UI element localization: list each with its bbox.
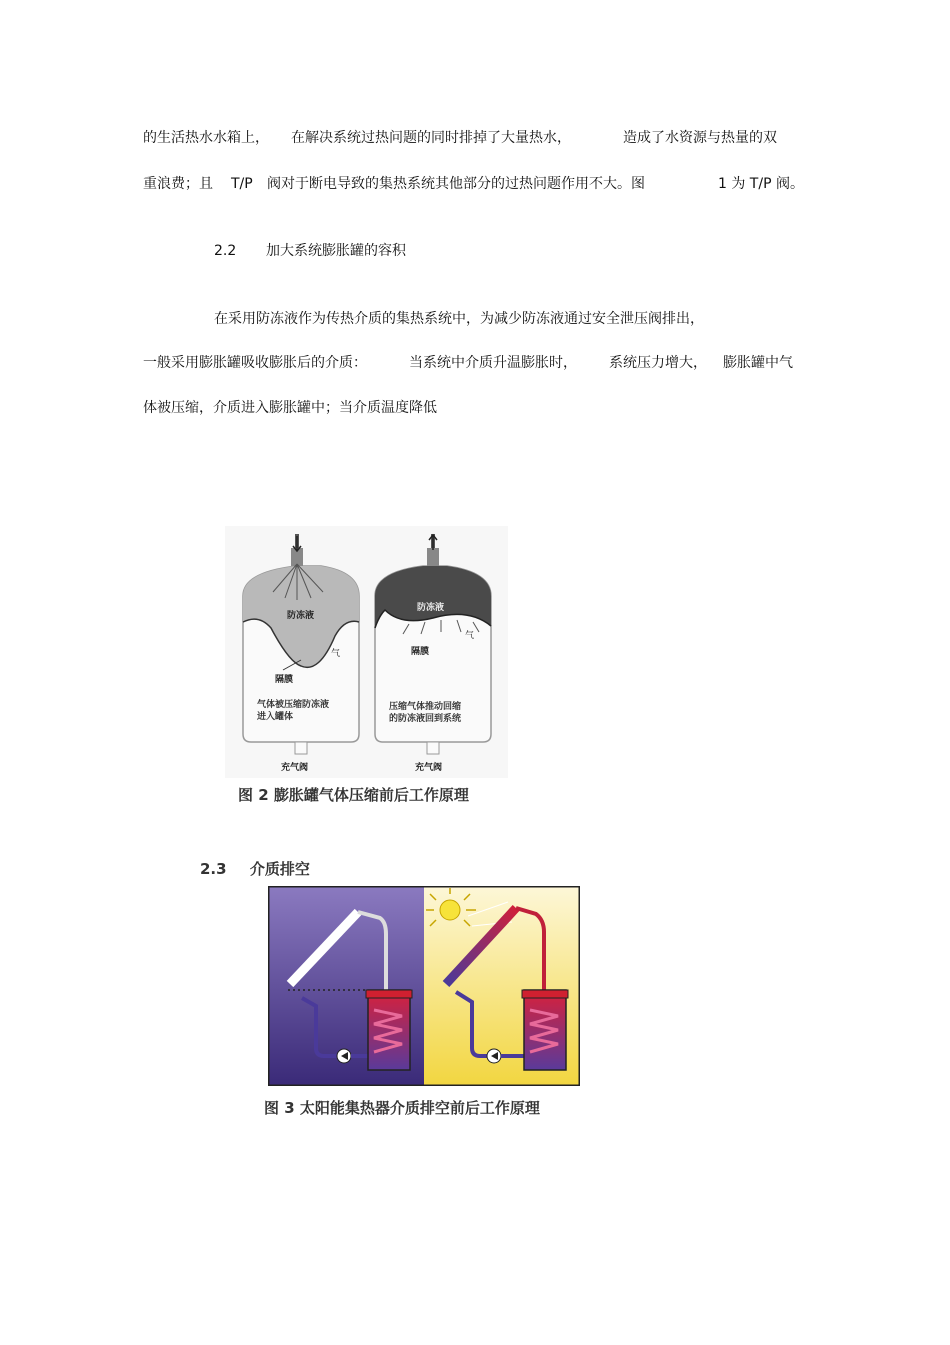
figure-3-diagram: [268, 886, 580, 1086]
figure-2-diagram: [225, 526, 508, 778]
right-liquid-label: 防冻液: [417, 603, 445, 613]
section-number: 2.2: [214, 243, 237, 259]
text-segment: 体被压缩，介质进入膨胀罐中；当介质温度降低: [143, 400, 437, 416]
left-desc-line1: 气体被压缩防冻液: [257, 700, 330, 710]
sun-icon: [440, 900, 460, 920]
text-segment: 系统压力增大，: [609, 355, 707, 371]
left-liquid-label: 防冻液: [287, 611, 315, 621]
right-desc-line1: 压缩气体推动回缩: [389, 702, 462, 712]
left-valve-label: 充气阀: [281, 763, 309, 773]
night-tank: [368, 990, 410, 1070]
figure-3-caption: 图 3 太阳能集热器介质排空前后工作原理: [264, 1099, 540, 1117]
figure-3-drainback: [268, 886, 580, 1086]
text-segment: 在采用防冻液作为传热介质的集热系统中，为减少防冻液通过安全泄压阀排出，: [214, 311, 704, 327]
text-segment: 阀对于断电导致的集热系统其他部分的过热问题作用不大。图: [267, 176, 645, 192]
section-number: 2.3: [200, 860, 227, 878]
right-desc-line2: 的防冻液回到系统: [389, 714, 462, 724]
day-tank: [524, 990, 566, 1070]
text-segment: 1 为 T/P 阀。: [718, 176, 804, 192]
figure-2-caption: 图 2 膨胀罐气体压缩前后工作原理: [238, 786, 469, 804]
left-gas-label: 气: [331, 649, 341, 659]
left-desc-line2: 进入罐体: [257, 712, 294, 722]
section-title: 介质排空: [249, 860, 310, 878]
text-segment: 在解决系统过热问题的同时排掉了大量热水，: [291, 130, 571, 146]
text-segment: 当系统中介质升温膨胀时，: [409, 355, 577, 371]
right-membrane-label: 隔膜: [411, 647, 430, 657]
text-segment: 一般采用膨胀罐吸收膨胀后的介质：: [143, 355, 367, 371]
text-segment: 造成了水资源与热量的双: [623, 130, 777, 146]
figure-2-expansion-tanks: [225, 526, 508, 778]
right-valve-label: 充气阀: [415, 763, 443, 773]
section-title: 加大系统膨胀罐的容积: [266, 243, 406, 259]
text-segment: T/P: [231, 176, 253, 192]
left-membrane-label: 隔膜: [275, 675, 294, 685]
text-segment: 的生活热水水箱上，: [143, 130, 269, 146]
section-heading-2-3: [200, 858, 310, 879]
text-segment: 膨胀罐中气: [723, 355, 793, 371]
text-segment: 重浪费；且: [143, 176, 213, 192]
right-gas-label: 气: [465, 631, 475, 641]
